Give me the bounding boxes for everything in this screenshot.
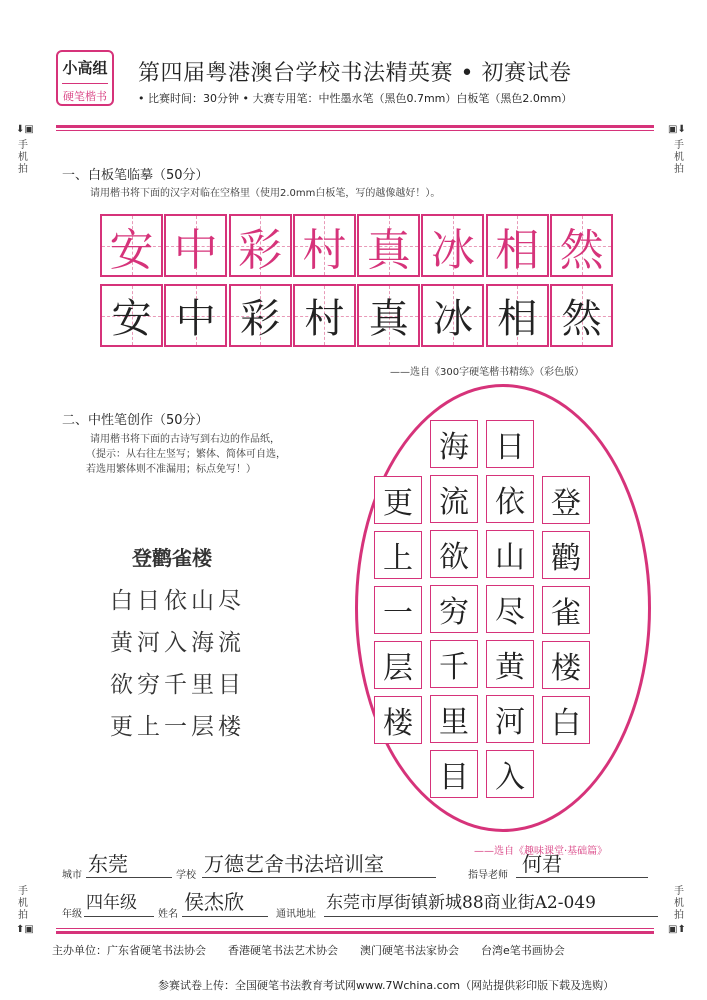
model-cell [164,214,227,277]
section2-source: ——选自《趣味课堂·基础篇》 [474,846,608,857]
written-char: 村 [304,296,345,342]
work-cell: 入 [486,750,534,798]
work-cell: 流 [430,475,478,523]
left-phone-label-bottom: 手 机 拍 [18,886,28,921]
footer-divider-thin [56,928,654,929]
written-char: 彩 [240,296,281,342]
organizers: 主办单位：广东省硬笔书法协会 香港硬笔书法艺术协会 澳门硬笔书法家协会 台湾e笔书画协会 [52,944,565,957]
work-column-1 [542,476,590,744]
grade-underline [84,916,154,917]
written-cell [357,284,420,347]
work-cell: 黄 [486,640,534,688]
model-cell [229,214,292,277]
school-underline [202,877,436,878]
teacher-label: 指导老师 [468,870,508,881]
model-cell [486,214,549,277]
badge-category: 硬笔楷书 [62,83,108,104]
grade-value[interactable]: 四年级 [86,893,137,913]
model-char: 真 [366,224,411,276]
work-column-2 [486,420,534,798]
work-cell: 欲 [430,530,478,578]
model-cell [421,214,484,277]
teacher-underline [516,877,648,878]
work-cell: 日 [486,420,534,468]
work-cell: 里 [430,695,478,743]
work-column-4 [374,476,422,744]
right-phone-camera-icon: ▣⬇ [668,124,686,135]
address-label: 通讯地址 [276,909,316,920]
written-cell [100,284,163,347]
left-phone-camera-icon: ⬇▣ [16,124,34,135]
city-value[interactable]: 东莞 [88,852,128,876]
written-cell [486,284,549,347]
work-column-3 [430,420,478,798]
section1-instruction: 请用楷书将下面的汉字对临在空格里（使用2.0mm白板笔，写的越像越好！）。 [90,188,441,199]
written-char: 真 [368,296,409,342]
work-cell: 登 [542,476,590,524]
work-cell: 更 [374,476,422,524]
poem-line: 欲穷千里目 [110,672,245,698]
name-underline [182,916,268,917]
model-char: 相 [495,224,540,276]
written-cell [550,284,613,347]
work-cell: 白 [542,696,590,744]
work-cell: 山 [486,530,534,578]
written-cell [164,284,227,347]
model-char: 然 [559,224,604,276]
poem-line: 白日依山尽 [110,588,245,614]
work-cell: 穷 [430,585,478,633]
model-cell [293,214,356,277]
work-cell: 楼 [374,696,422,744]
city-label: 城市 [62,870,82,881]
name-label: 姓名 [158,909,178,920]
address-underline [324,916,658,917]
model-char: 冰 [430,224,475,276]
model-cell [550,214,613,277]
badge-group: 小高组 [62,59,108,77]
work-cell: 依 [486,475,534,523]
model-char: 彩 [238,224,283,276]
work-cell: 目 [430,750,478,798]
written-char: 相 [497,296,538,342]
header-divider [56,125,654,128]
left-phone-camera-icon-bottom: ⬆▣ [16,924,34,935]
written-cell [421,284,484,347]
work-cell: 尽 [486,585,534,633]
exam-rules: • 比赛时间：30分钟 • 大赛专用笔：中性墨水笔（黑色0.7mm）白板笔（黑色2.0mm） [138,92,573,105]
model-char: 中 [173,224,218,276]
teacher-value[interactable]: 何君 [522,852,562,876]
model-cell [357,214,420,277]
section2-instruction-3: 若选用繁体则不准漏用；标点免写！） [86,464,256,475]
address-value[interactable]: 东莞市厚街镇新城88商业街A2-049 [326,893,596,913]
poem-line: 更上一层楼 [110,714,245,740]
work-cell: 楼 [542,641,590,689]
page-title: 第四届粤港澳台学校书法精英赛 • 初赛试卷 [138,61,572,86]
work-cell: 层 [374,641,422,689]
grade-label: 年级 [62,909,82,920]
work-cell: 雀 [542,586,590,634]
school-value[interactable]: 万德艺舍书法培训室 [204,852,384,876]
work-cell: 千 [430,640,478,688]
right-phone-label-top: 手 机 拍 [674,140,684,175]
right-phone-camera-icon-bottom: ▣⬆ [668,924,686,935]
section2-instruction-2: （提示：从右往左竖写；繁体、简体可自选， [86,449,286,460]
section2-title: 二、中性笔创作（50分） [62,413,209,428]
written-char: 然 [561,296,602,342]
written-char: 安 [111,296,152,342]
group-badge [56,50,114,106]
work-cell: 河 [486,695,534,743]
left-phone-label-top: 手 机 拍 [18,140,28,175]
model-char: 安 [109,224,154,276]
footer-divider [56,931,654,934]
school-label: 学校 [176,870,196,881]
work-cell: 一 [374,586,422,634]
upload-notice: 参赛试卷上传：全国硬笔书法教育考试网www.7Wchina.com（网站提供彩印版下载及选购） [158,979,615,992]
city-underline [86,877,172,878]
written-cell [229,284,292,347]
poem-title: 登鹳雀楼 [132,546,212,570]
section1-source: ——选自《300字硬笔楷书精练》（彩色版） [390,367,585,378]
written-char-row [100,284,614,347]
section2-instruction-1: 请用楷书将下面的古诗写到右边的作品纸， [90,434,280,445]
name-value[interactable]: 侯杰欣 [184,890,244,914]
model-char: 村 [302,224,347,276]
right-phone-label-bottom: 手 机 拍 [674,886,684,921]
work-cell: 海 [430,420,478,468]
work-cell: 鹳 [542,531,590,579]
section1-title: 一、白板笔临摹（50分） [62,168,209,183]
poem-line: 黄河入海流 [110,630,245,656]
written-char: 冰 [432,296,473,342]
written-cell [293,284,356,347]
header-divider-thin [56,130,654,131]
model-char-row [100,214,614,277]
work-cell: 上 [374,531,422,579]
model-cell [100,214,163,277]
written-char: 中 [175,296,216,342]
